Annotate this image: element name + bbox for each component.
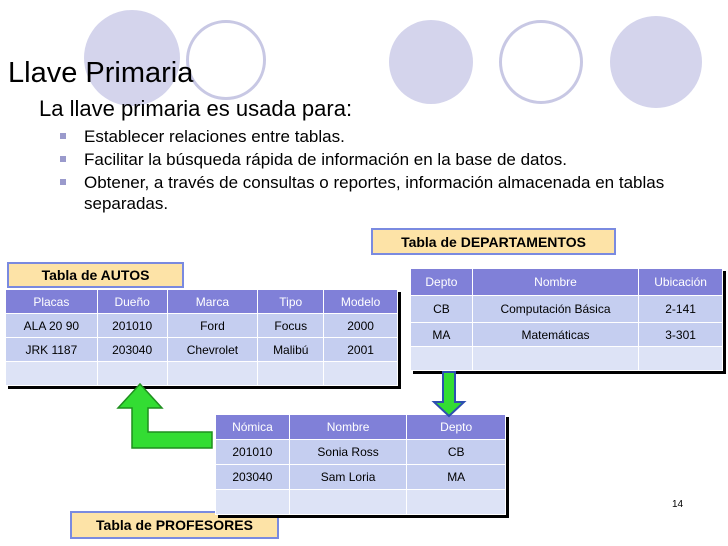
prof-header-depto: Depto xyxy=(407,415,506,440)
prof-header-nombre: Nombre xyxy=(289,415,407,440)
table-cell: Focus xyxy=(258,314,324,338)
table-cell: CB xyxy=(407,440,506,465)
table-cell: 2000 xyxy=(324,314,398,338)
table-cell: MA xyxy=(407,465,506,490)
table-cell: ALA 20 90 xyxy=(6,314,98,338)
dept-header-nombre: Nombre xyxy=(472,269,638,296)
dept-header-depto: Depto xyxy=(411,269,473,296)
table-cell: Chevrolet xyxy=(167,338,258,362)
table-cell: CB xyxy=(411,296,473,323)
table-cell: Sonia Ross xyxy=(289,440,407,465)
table-cell: 2001 xyxy=(324,338,398,362)
prof-header-nomica: Nómica xyxy=(216,415,290,440)
autos-header-placas: Placas xyxy=(6,290,98,314)
autos-header-modelo: Modelo xyxy=(324,290,398,314)
table-cell: 201010 xyxy=(97,314,167,338)
table-cell: Ford xyxy=(167,314,258,338)
table-cell: 203040 xyxy=(97,338,167,362)
slide-subtitle: La llave primaria es usada para: xyxy=(39,96,353,121)
slide-title: Llave Primaria xyxy=(8,57,194,89)
bullet-text: Obtener, a través de consultas o reportes, información almacenada en tablas separadas. xyxy=(84,173,665,213)
table-cell: Matemáticas xyxy=(472,323,638,347)
autos-label: Tabla de AUTOS xyxy=(7,262,184,288)
table-cell: Computación Básica xyxy=(472,296,638,323)
departamentos-label: Tabla de DEPARTAMENTOS xyxy=(371,228,616,255)
page-number: 14 xyxy=(672,499,684,510)
table-cell: JRK 1187 xyxy=(6,338,98,362)
autos-header-dueno: Dueño xyxy=(97,290,167,314)
table-cell: 3-301 xyxy=(639,323,723,347)
green-arrow-icon xyxy=(118,384,212,448)
bullet-text: Establecer relaciones entre tablas. xyxy=(84,127,345,146)
table-cell: MA xyxy=(411,323,473,347)
table-cell: 203040 xyxy=(216,465,290,490)
table-cell: Malibú xyxy=(258,338,324,362)
table-cell: 201010 xyxy=(216,440,290,465)
autos-header-marca: Marca xyxy=(167,290,258,314)
table-cell: 2-141 xyxy=(639,296,723,323)
profesores-label: Tabla de PROFESORES xyxy=(70,511,279,539)
autos-header-tipo: Tipo xyxy=(258,290,324,314)
table-cell: Sam Loria xyxy=(289,465,407,490)
bullet-text: Facilitar la búsqueda rápida de información en la base de datos. xyxy=(84,150,567,169)
dept-header-ubicacion: Ubicación xyxy=(639,269,723,296)
blue-arrow-icon xyxy=(434,372,464,416)
